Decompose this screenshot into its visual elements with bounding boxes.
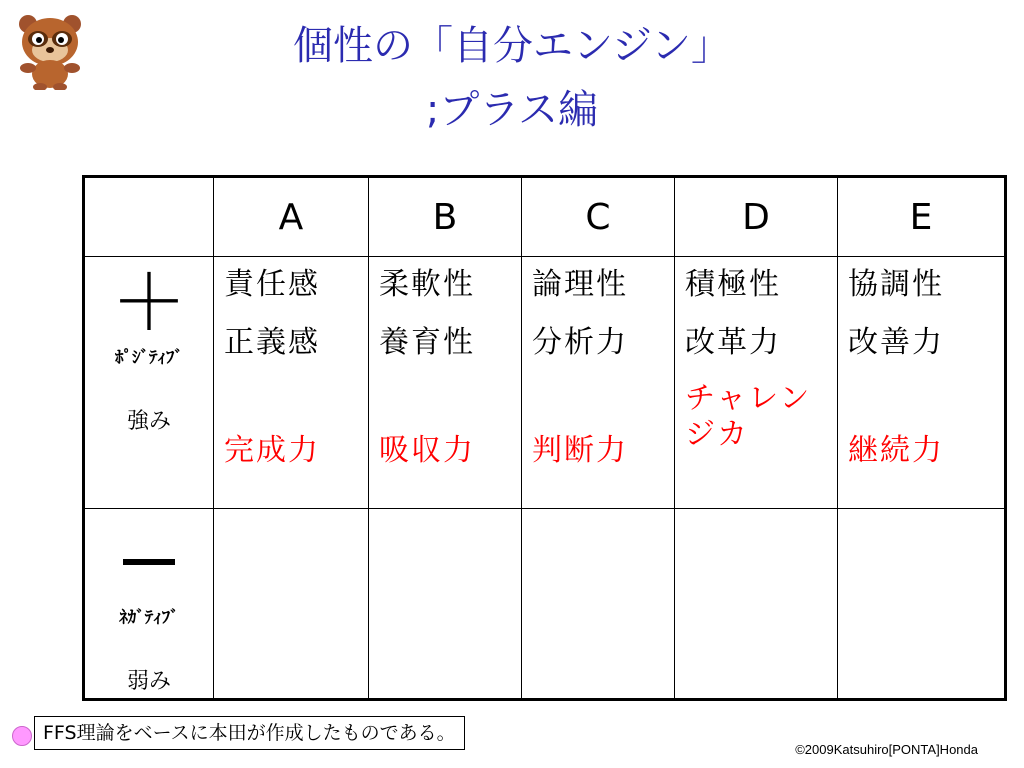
trait: 論理性 <box>532 267 628 302</box>
negative-label-cell <box>84 509 214 700</box>
header-a: A <box>214 177 369 257</box>
page-title: 個性の「自分エンジン」 <box>293 23 731 69</box>
cell-a-positive <box>214 257 369 509</box>
trait: 改善力 <box>848 325 944 360</box>
cell-a-negative <box>214 509 369 700</box>
cell-d-negative <box>675 509 838 700</box>
highlight-trait: 完成力 <box>224 433 320 468</box>
header-corner <box>84 177 214 257</box>
cell-e-negative <box>838 509 1006 700</box>
ffs-table <box>82 175 1007 701</box>
trait: 正義感 <box>224 325 320 360</box>
cell-b-positive <box>369 257 522 509</box>
positive-row <box>84 257 1006 509</box>
trait: 改革力 <box>685 325 781 360</box>
highlight-trait: 継続力 <box>848 433 944 468</box>
trait: 責任感 <box>224 267 320 302</box>
trait: 養育性 <box>379 325 475 360</box>
pink-circle-icon <box>12 726 32 746</box>
trait: 協調性 <box>848 267 944 302</box>
page-subtitle: ;プラス編 <box>425 87 599 133</box>
highlight-trait: チャレンジカ <box>685 381 812 452</box>
cell-e-positive <box>838 257 1006 509</box>
cell-c-positive <box>522 257 675 509</box>
cell-d-positive <box>675 257 838 509</box>
header-e: E <box>838 177 1006 257</box>
highlight-trait: 吸収力 <box>379 433 475 468</box>
cell-b-negative <box>369 509 522 700</box>
trait: 分析力 <box>532 325 628 360</box>
header-b: B <box>369 177 522 257</box>
header-row <box>84 177 1006 257</box>
highlight-trait: 判断力 <box>532 433 628 468</box>
positive-label-cell <box>84 257 214 509</box>
negative-row <box>84 509 1006 700</box>
trait: 柔軟性 <box>379 267 475 302</box>
copyright: ©2009Katsuhiro[PONTA]Honda <box>795 742 978 757</box>
cell-c-negative <box>522 509 675 700</box>
footnote: FFS理論をベースに本田が作成したものである。 <box>34 716 465 750</box>
weakness-label: 弱み <box>126 669 171 694</box>
plus-symbol: ＋ <box>111 258 187 347</box>
header-d: D <box>675 177 838 257</box>
header-c: C <box>522 177 675 257</box>
minus-symbol <box>123 559 175 565</box>
strength-label: 強み <box>126 409 171 434</box>
trait: 積極性 <box>685 267 781 302</box>
negative-kana: ﾈｶﾞﾃｨﾌﾞ <box>119 608 179 628</box>
positive-kana: ﾎﾟｼﾞﾃｨﾌﾞ <box>115 348 183 368</box>
